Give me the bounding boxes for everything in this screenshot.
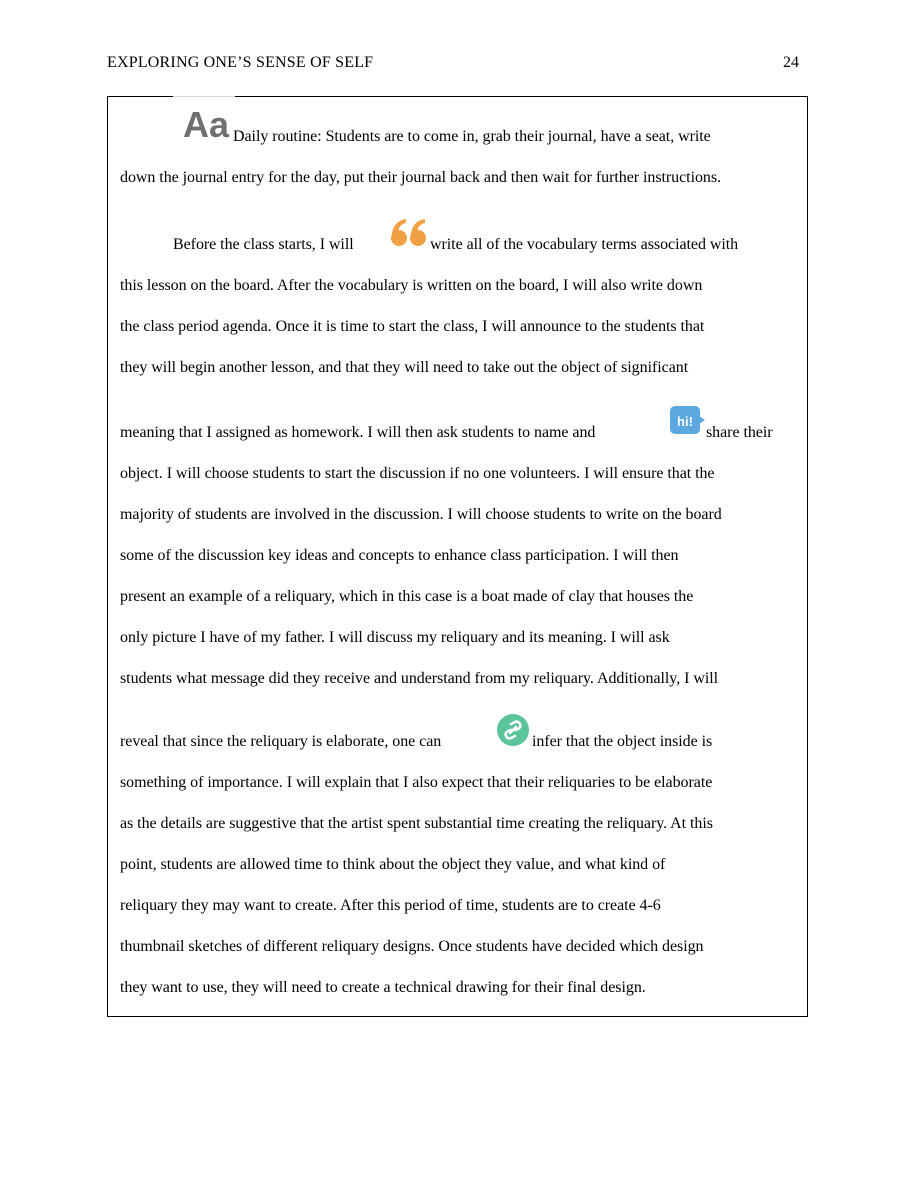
body-line: meaning that I assigned as homework. I will then ask students to name and xyxy=(120,424,596,441)
body-line: Daily routine: Students are to come in, grab their journal, have a seat, write xyxy=(233,128,711,145)
font-size-aa-icon-svg xyxy=(173,97,235,143)
link-chain-icon-svg xyxy=(496,713,530,747)
body-line: present an example of a reliquary, which in this case is a boat made of clay that houses the xyxy=(120,588,694,605)
body-line: some of the discussion key ideas and concepts to enhance class participation. I will then xyxy=(120,547,679,564)
body-line: they want to use, they will need to create a technical drawing for their final design. xyxy=(120,979,646,996)
body-line: reliquary they may want to create. After this period of time, students are to create 4-6 xyxy=(120,897,661,914)
body-line: Before the class starts, I will xyxy=(173,236,354,253)
running-head: EXPLORING ONE’S SENSE OF SELF xyxy=(107,54,374,71)
body-line: the class period agenda. Once it is time to start the class, I will announce to the students that xyxy=(120,318,705,335)
link-chain-icon[interactable] xyxy=(496,713,530,747)
quotation-mark-icon-svg xyxy=(388,216,430,250)
hi-chat-bubble-icon[interactable] xyxy=(668,405,708,437)
font-size-aa-icon[interactable] xyxy=(173,96,235,142)
body-line: share their xyxy=(706,424,773,441)
body-line: down the journal entry for the day, put their journal back and then wait for further instructions. xyxy=(120,169,721,186)
quotation-mark-icon[interactable] xyxy=(388,216,430,250)
body-line: reveal that since the reliquary is elaborate, one can xyxy=(120,733,442,750)
body-line: something of importance. I will explain that I also expect that their reliquaries to be elaborate xyxy=(120,774,713,791)
body-line: this lesson on the board. After the vocabulary is written on the board, I will also write down xyxy=(120,277,703,294)
body-line: thumbnail sketches of different reliquary designs. Once students have decided which design xyxy=(120,938,704,955)
body-line: point, students are allowed time to think about the object they value, and what kind of xyxy=(120,856,666,873)
body-line: majority of students are involved in the discussion. I will choose students to write on the board xyxy=(120,506,722,523)
body-line: as the details are suggestive that the artist spent substantial time creating the reliquary. At this xyxy=(120,815,713,832)
page-number: 24 xyxy=(783,54,799,71)
aa-glyph: Aa xyxy=(183,104,230,143)
body-line: object. I will choose students to start the discussion if no one volunteers. I will ensure that the xyxy=(120,465,715,482)
body-line: they will begin another lesson, and that they will need to take out the object of significant xyxy=(120,359,689,376)
hi-glyph: hi! xyxy=(677,414,693,429)
body-line: infer that the object inside is xyxy=(532,733,713,750)
body-line: students what message did they receive and understand from my reliquary. Additionally, I will xyxy=(120,670,719,687)
body-line: write all of the vocabulary terms associated with xyxy=(430,236,739,253)
hi-chat-bubble-icon-svg xyxy=(668,405,708,437)
body-line: only picture I have of my father. I will discuss my reliquary and its meaning. I will ask xyxy=(120,629,670,646)
